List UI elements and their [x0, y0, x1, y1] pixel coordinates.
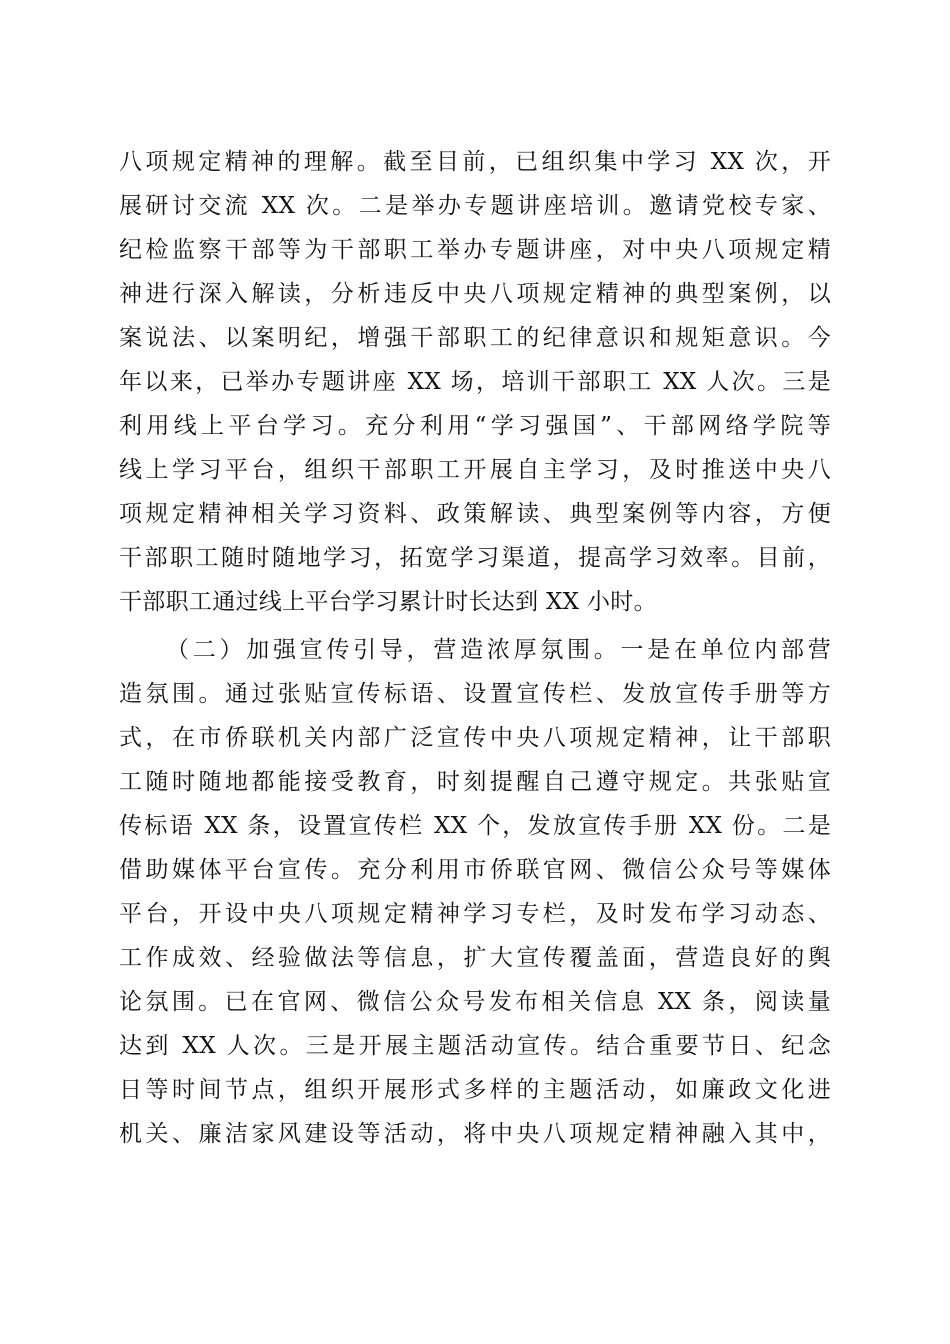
text-line: 利用线上平台学习。充分利用“学习强国”、干部网络学院等 — [119, 413, 831, 439]
text-line: 项规定精神相关学习资料、政策解读、典型案例等内容，方便 — [119, 501, 831, 527]
text-line: 八项规定精神的理解。截至目前，已组织集中学习 XX 次，开 — [119, 149, 831, 175]
text-line: 式，在市侨联机关内部广泛宣传中央八项规定精神，让干部职 — [119, 725, 831, 751]
text-line: 工作成效、经验做法等信息，扩大宣传覆盖面，营造良好的舆 — [119, 945, 831, 971]
text-line: 平台，开设中央八项规定精神学习专栏，及时发布学习动态、 — [119, 901, 831, 927]
text-line: 造氛围。通过张贴宣传标语、设置宣传栏、发放宣传手册等方 — [119, 681, 831, 707]
text-line: 论氛围。已在官网、微信公众号发布相关信息 XX 条，阅读量 — [119, 989, 831, 1015]
text-line: 线上学习平台，组织干部职工开展自主学习，及时推送中央八 — [119, 457, 831, 483]
section-heading-line: （二）加强宣传引导，营造浓厚氛围。一是在单位内部营 — [166, 637, 831, 663]
text-line: 机关、廉洁家风建设等活动，将中央八项规定精神融入其中， — [119, 1121, 831, 1147]
text-line: 年以来，已举办专题讲座 XX 场，培训干部职工 XX 人次。三是 — [119, 369, 831, 395]
text-line: 达到 XX 人次。三是开展主题活动宣传。结合重要节日、纪念 — [119, 1033, 831, 1059]
text-line: 神进行深入解读，分析违反中央八项规定精神的典型案例，以 — [119, 281, 831, 307]
text-line: 展研讨交流 XX 次。二是举办专题讲座培训。邀请党校专家、 — [119, 193, 831, 219]
text-line: 案说法、以案明纪，增强干部职工的纪律意识和规矩意识。今 — [119, 325, 831, 351]
text-line: 干部职工通过线上平台学习累计时长达到 XX 小时。 — [119, 589, 657, 615]
text-line: 日等时间节点，组织开展形式多样的主题活动，如廉政文化进 — [119, 1077, 831, 1103]
text-line: 工随时随地都能接受教育，时刻提醒自己遵守规定。共张贴宣 — [119, 769, 831, 795]
text-line: 借助媒体平台宣传。充分利用市侨联官网、微信公众号等媒体 — [119, 857, 831, 883]
text-line: 传标语 XX 条，设置宣传栏 XX 个，发放宣传手册 XX 份。二是 — [119, 813, 831, 839]
text-line: 干部职工随时随地学习，拓宽学习渠道，提高学习效率。目前， — [119, 545, 831, 571]
text-line: 纪检监察干部等为干部职工举办专题讲座，对中央八项规定精 — [119, 237, 831, 263]
